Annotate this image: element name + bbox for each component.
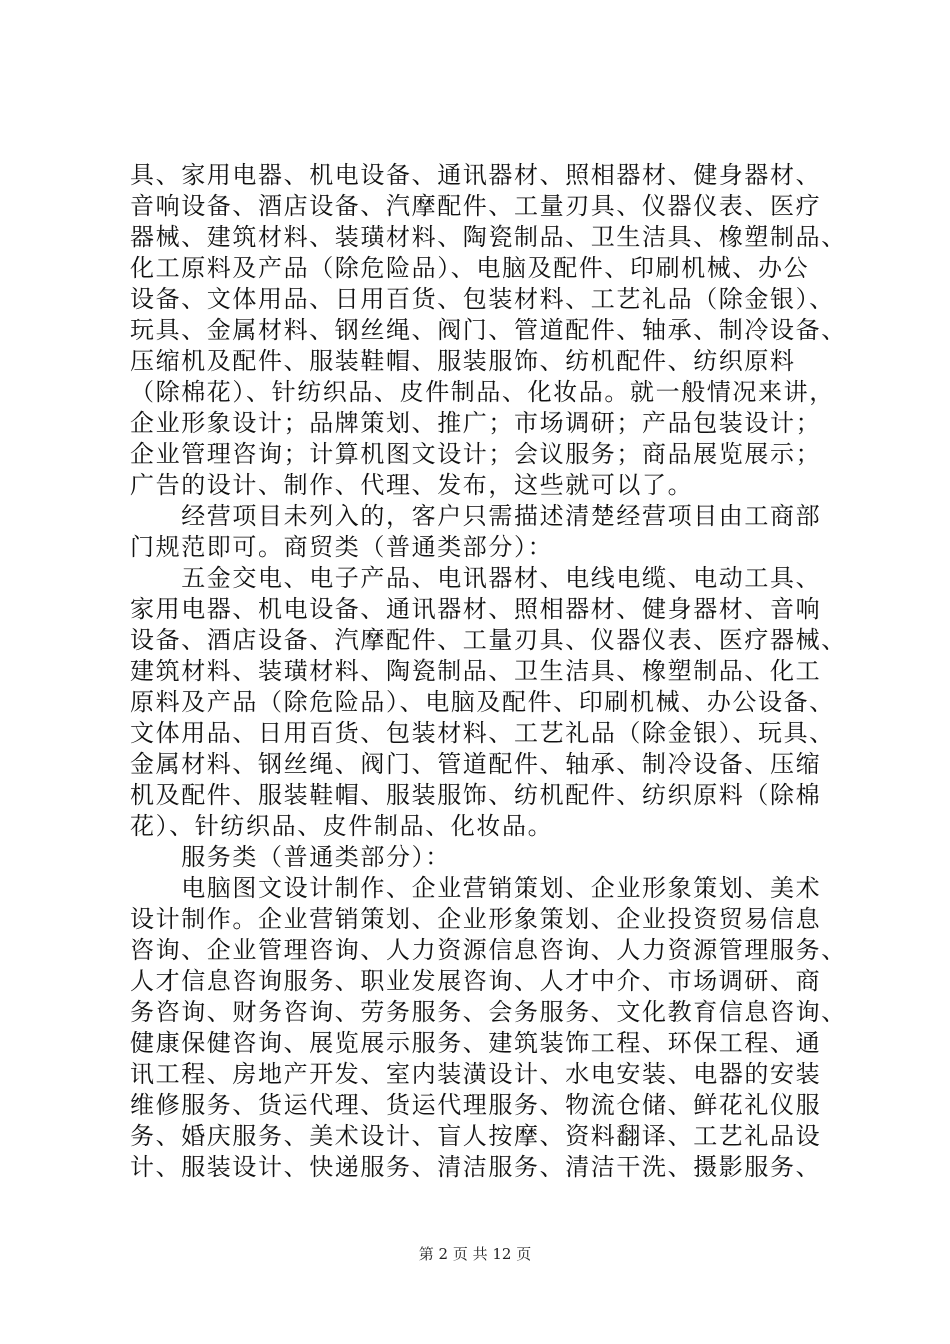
page-number-footer: 第 2 页 共 12 页 bbox=[418, 1245, 532, 1263]
text-line: 机及配件、服装鞋帽、服装服饰、纺机配件、纺织原料（除棉 bbox=[130, 781, 822, 809]
text-line: 建筑材料、装璜材料、陶瓷制品、卫生洁具、橡塑制品、化工 bbox=[130, 657, 822, 685]
text-line: 讯工程、房地产开发、室内装潢设计、水电安装、电器的安装 bbox=[130, 1060, 822, 1088]
text-line: 原料及产品（除危险品）、电脑及配件、印刷机械、办公设备、 bbox=[130, 688, 835, 716]
text-line: 家用电器、机电设备、通讯器材、照相器材、健身器材、音响 bbox=[130, 595, 822, 623]
text-line: 金属材料、钢丝绳、阀门、管道配件、轴承、制冷设备、压缩 bbox=[130, 750, 822, 778]
text-line: 咨询、企业管理咨询、人力资源信息咨询、人力资源管理服务、 bbox=[130, 936, 847, 964]
text-line: 花）、针纺织品、皮件制品、化妆品。 bbox=[130, 812, 554, 840]
text-line: 维修服务、货运代理、货运代理服务、物流仓储、鲜花礼仪服 bbox=[130, 1091, 822, 1119]
text-line: 企业管理咨询；计算机图文设计；会议服务；商品展览展示； bbox=[130, 440, 822, 468]
text-line: 器械、建筑材料、装璜材料、陶瓷制品、卫生洁具、橡塑制品、 bbox=[130, 223, 847, 251]
text-line: 设备、文体用品、日用百货、包装材料、工艺礼品（除金银）、 bbox=[130, 285, 835, 313]
text-line: 务咨询、财务咨询、劳务服务、会务服务、文化教育信息咨询、 bbox=[130, 998, 847, 1026]
text-line: 具、家用电器、机电设备、通讯器材、照相器材、健身器材、 bbox=[130, 161, 822, 189]
text-line: 电脑图文设计制作、企业营销策划、企业形象策划、美术 bbox=[130, 874, 822, 902]
text-line: 玩具、金属材料、钢丝绳、阀门、管道配件、轴承、制冷设备、 bbox=[130, 316, 847, 344]
text-line: （除棉花）、针纺织品、皮件制品、化妆品。就一般情况来讲， bbox=[130, 378, 835, 406]
text-line: 五金交电、电子产品、电讯器材、电线电缆、电动工具、 bbox=[130, 564, 822, 592]
text-line: 计、服装设计、快递服务、清洁服务、清洁干洗、摄影服务、 bbox=[130, 1153, 822, 1181]
text-line: 音响设备、酒店设备、汽摩配件、工量刃具、仪器仪表、医疗 bbox=[130, 192, 822, 220]
body-text bbox=[130, 160, 847, 1183]
text-line: 人才信息咨询服务、职业发展咨询、人才中介、市场调研、商 bbox=[130, 967, 822, 995]
text-line: 广告的设计、制作、代理、发布，这些就可以了。 bbox=[130, 471, 694, 499]
text-line: 门规范即可。商贸类（普通类部分）： bbox=[130, 533, 554, 561]
text-line: 经营项目未列入的，客户只需描述清楚经营项目由工商部 bbox=[130, 502, 822, 530]
text-line: 设备、酒店设备、汽摩配件、工量刃具、仪器仪表、医疗器械、 bbox=[130, 626, 847, 654]
text-line: 压缩机及配件、服装鞋帽、服装服饰、纺机配件、纺织原料 bbox=[130, 347, 796, 375]
text-line: 化工原料及产品（除危险品）、电脑及配件、印刷机械、办公 bbox=[130, 254, 810, 282]
text-line: 设计制作。企业营销策划、企业形象策划、企业投资贸易信息 bbox=[130, 905, 822, 933]
text-line: 务、婚庆服务、美术设计、盲人按摩、资料翻译、工艺礼品设 bbox=[130, 1122, 822, 1150]
text-line: 健康保健咨询、展览展示服务、建筑装饰工程、环保工程、通 bbox=[130, 1029, 822, 1057]
text-line: 文体用品、日用百货、包装材料、工艺礼品（除金银）、玩具、 bbox=[130, 719, 835, 747]
text-line: 企业形象设计；品牌策划、推广；市场调研；产品包装设计； bbox=[130, 409, 822, 437]
text-line: 服务类（普通类部分）： bbox=[130, 843, 451, 871]
